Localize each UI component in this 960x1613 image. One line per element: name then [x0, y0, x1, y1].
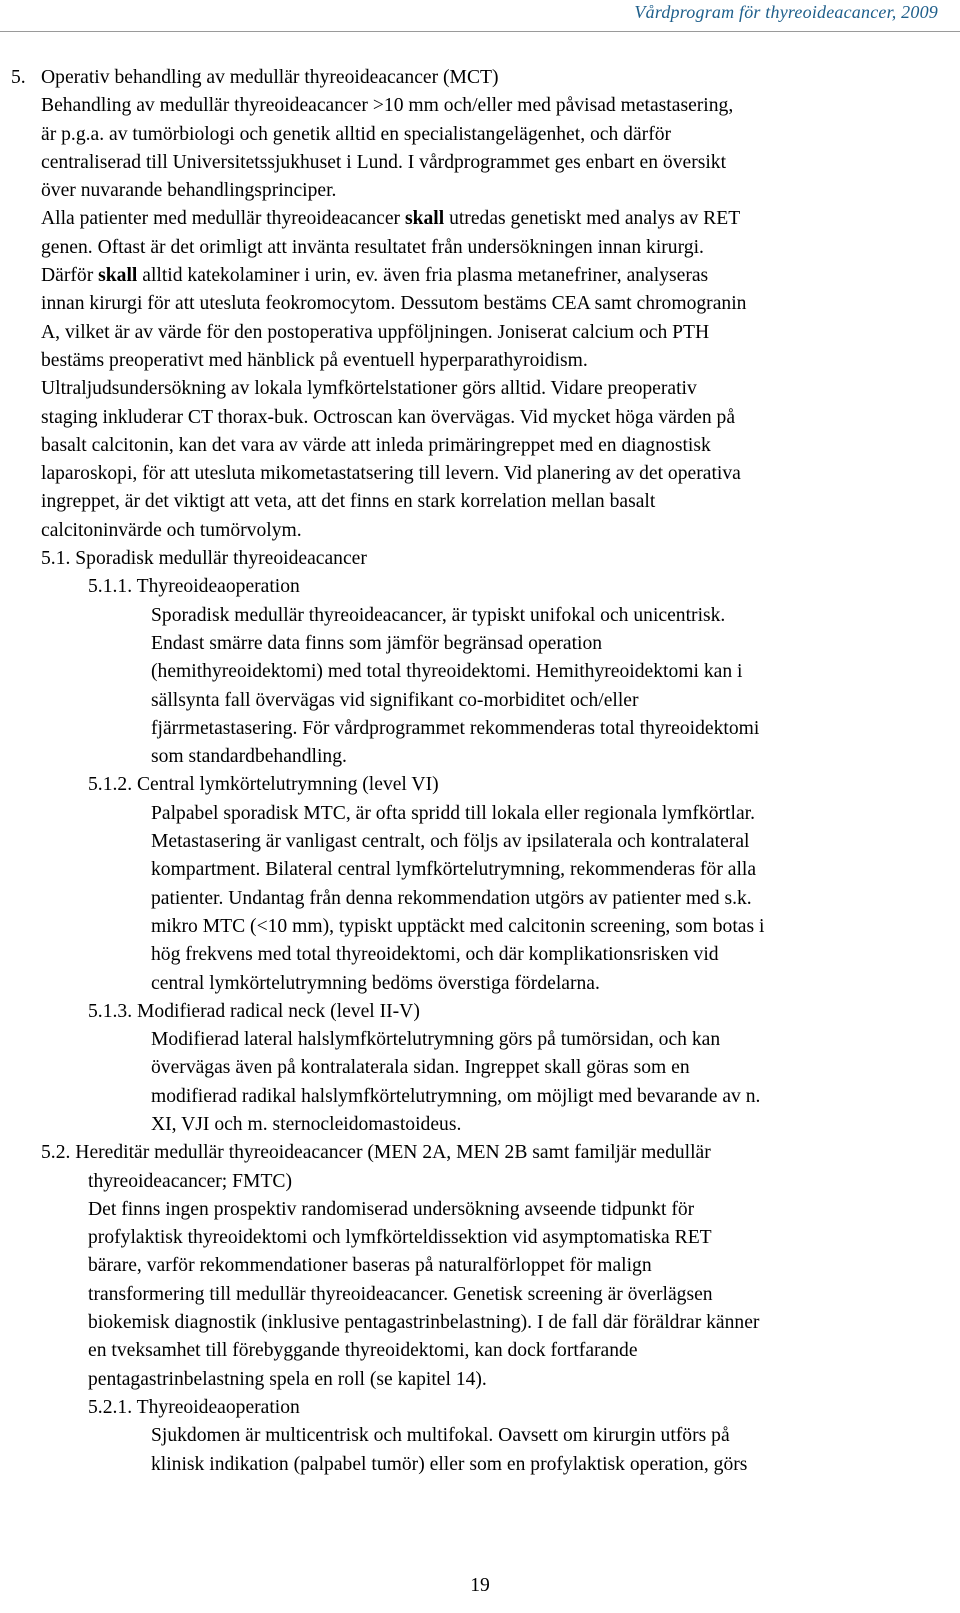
text-line: bärare, varför rekommendationer baseras på naturalförloppet för malign	[88, 1255, 652, 1277]
text-line: som standardbehandling.	[151, 746, 347, 768]
document-body	[0, 64, 960, 1479]
text-line: Endast smärre data finns som jämför begränsad operation	[151, 632, 603, 654]
text-line: är p.g.a. av tumörbiologi och genetik alltid en specialistangelägenhet, och därför	[41, 123, 672, 145]
text-line: övervägas även på kontralaterala sidan. Ingreppet skall göras som en	[151, 1057, 690, 1079]
text-line: Därför skall alltid katekolaminer i urin, ev. även fria plasma metanefriner, analyseras	[41, 265, 709, 287]
header-rule	[0, 31, 960, 32]
text-line: hög frekvens med total thyreoidektomi, och där komplikationsrisken vid	[151, 944, 719, 966]
section-number: 5.	[11, 67, 26, 88]
text-line: Modifierad lateral halslymfkörtelutrymning görs på tumörsidan, och kan	[151, 1029, 721, 1051]
text-line: basalt calcitonin, kan det vara av värde att inleda primäringreppet med en diagnostisk	[41, 434, 711, 456]
subsection-5-1-heading: 5.1. Sporadisk medullär thyreoideacancer	[41, 548, 367, 570]
text-line: biokemisk diagnostik (inklusive pentagastrinbelastning). I de fall där föräldrar känner	[88, 1312, 760, 1334]
text-line: centraliserad till Universitetssjukhuset i Lund. I vårdprogrammet ges enbart en översikt	[41, 151, 727, 173]
section-5-paragraph	[0, 92, 960, 573]
text-line: fjärrmetastasering. För vårdprogrammet rekommenderas total thyreoidektomi	[151, 717, 760, 739]
text-line: mikro MTC (<10 mm), typiskt upptäckt med calcitonin screening, som botas i	[151, 915, 765, 937]
text-line: över nuvarande behandlingsprinciper.	[41, 180, 337, 202]
subsection-5-2-1-body	[0, 1422, 960, 1479]
text-line: staging inkluderar CT thorax-buk. Octroscan kan övervägas. Vid mycket höga värden på	[41, 406, 736, 428]
text-line: A, vilket är av värde för den postoperativa uppföljningen. Joniserat calcium och PTH	[41, 321, 710, 343]
text-line: modifierad radikal halslymfkörtelutrymning, om möjligt med bevarande av n.	[151, 1085, 761, 1107]
text-line: pentagastrinbelastning spela en roll (se kapitel 14).	[88, 1368, 487, 1390]
text-line: Metastasering är vanligast centralt, och följs av ipsilaterala och kontralateral	[151, 831, 750, 853]
text-line: central lymkörtelutrymning bedöms överstiga fördelarna.	[151, 972, 600, 994]
emphasis-skall: skall	[404, 208, 445, 230]
subsection-5-2-body	[0, 1168, 960, 1423]
text-line: calcitoninvärde och tumörvolym.	[41, 519, 302, 541]
subsection-5-1-3-body	[0, 1026, 960, 1139]
text-line: kompartment. Bilateral central lymfkörtelutrymning, rekommenderas för alla	[151, 859, 757, 881]
text-line: en tveksamhet till förebyggande thyreoidektomi, kan dock fortfarande	[88, 1340, 638, 1362]
subsection-5-1-2-body	[0, 800, 960, 998]
text-line: klinisk indikation (palpabel tumör) eller som en profylaktisk operation, görs	[151, 1453, 748, 1475]
subsection-5-1-1-body	[0, 602, 960, 772]
text-line: laparoskopi, för att utesluta mikometastatsering till levern. Vid planering av det operativa	[41, 463, 741, 485]
text-line: bestäms preoperativt med hänblick på eventuell hyperparathyroidism.	[41, 349, 588, 371]
subsection-5-1-1	[0, 573, 960, 601]
text-line: genen. Oftast är det orimligt att invänta resultatet från undersökningen innan kirurgi.	[41, 236, 704, 258]
text-line: Sjukdomen är multicentrisk och multifokal. Oavsett om kirurgin utförs på	[151, 1425, 730, 1447]
text-line: profylaktisk thyreoidektomi och lymfkörteldissektion vid asymptomatiska RET	[88, 1227, 712, 1249]
subsection-5-1-3	[0, 998, 960, 1026]
subsection-heading: 5.2.1. Thyreoideaoperation	[88, 1396, 300, 1418]
section-title: Operativ behandling av medullär thyreoideacancer (MCT)	[41, 67, 499, 88]
text-line: Det finns ingen prospektiv randomiserad undersökning avseende tidpunkt för	[88, 1198, 695, 1220]
emphasis-skall: skall	[98, 265, 138, 287]
subsection-heading: 5.1.3. Modifierad radical neck (level II-V)	[88, 1000, 420, 1022]
text-line: Behandling av medullär thyreoideacancer >10 mm och/eller med påvisad metastasering,	[41, 95, 734, 117]
text-line: Sporadisk medullär thyreoideacancer, är typiskt unifokal och unicentrisk.	[151, 604, 726, 626]
running-header: Vårdprogram för thyreoideacancer, 2009	[634, 2, 938, 22]
text-line: sällsynta fall övervägas vid signifikant co-morbiditet och/eller	[151, 689, 639, 711]
text-line: ingreppet, är det viktigt att veta, att det finns en stark korrelation mellan basalt	[41, 491, 656, 513]
text-line: innan kirurgi för att utesluta feokromocytom. Dessutom bestäms CEA samt chromogranin	[41, 293, 747, 315]
text-line: (hemithyreoidektomi) med total thyreoidektomi. Hemithyreoidektomi kan i	[151, 661, 743, 683]
text-line: transformering till medullär thyreoideacancer. Genetisk screening är överlägsen	[88, 1283, 713, 1305]
text-line: Palpabel sporadisk MTC, är ofta spridd till lokala eller regionala lymfkörtlar.	[151, 802, 755, 824]
subsection-5-2-heading	[0, 1139, 960, 1167]
subsection-heading: 5.1.2. Central lymkörtelutrymning (level VI)	[88, 774, 439, 796]
text-line: XI, VJI och m. sternocleidomastoideus.	[151, 1113, 462, 1135]
subsection-heading: 5.2. Hereditär medullär thyreoideacancer (MEN 2A, MEN 2B samt familjär medullär	[41, 1142, 711, 1164]
subsection-heading-cont: thyreoideacancer; FMTC)	[88, 1170, 293, 1192]
text-line: Alla patienter med medullär thyreoideacancer skall utredas genetiskt med analys av RET	[41, 208, 741, 230]
text-line: Ultraljudsundersökning av lokala lymfkörtelstationer görs alltid. Vidare preoperativ	[41, 378, 697, 400]
section-5-heading	[0, 64, 960, 92]
text-line: patienter. Undantag från denna rekommendation utgörs av patienter med s.k.	[151, 887, 752, 909]
page-number: 19	[470, 1575, 490, 1596]
subsection-heading: 5.1.1. Thyreoideaoperation	[88, 576, 300, 598]
subsection-5-1-2	[0, 771, 960, 799]
